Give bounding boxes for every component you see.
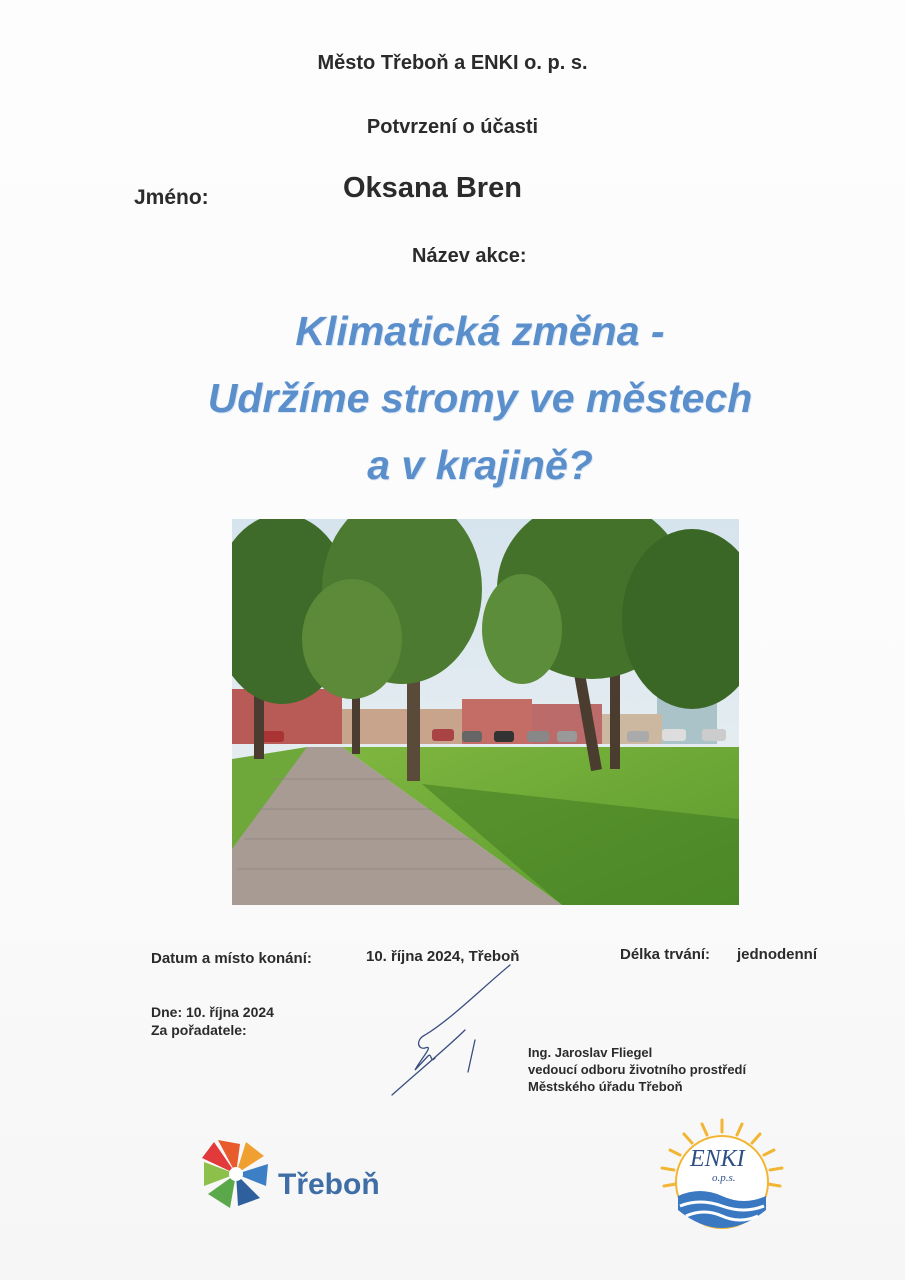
duration-label: Délka trvání:	[620, 946, 711, 963]
park-photo-image	[232, 519, 739, 905]
certificate-title: Potvrzení o účasti	[366, 116, 539, 138]
date-place-value: 10. října 2024, Třeboň	[366, 948, 520, 965]
event-title	[100, 298, 860, 499]
issued-date: Dne: 10. října 2024	[151, 1004, 274, 1020]
date-place-label: Datum a místo konání:	[151, 950, 312, 967]
participant-name: Oksana Bren	[343, 172, 522, 204]
signatory-position: vedoucí odboru životního prostředí	[528, 1062, 747, 1077]
name-label: Jméno:	[134, 186, 209, 209]
organizer-label: Za pořadatele:	[151, 1022, 247, 1038]
enki-logo	[652, 1110, 792, 1230]
enki-logo-subtext: o.p.s.	[712, 1172, 736, 1184]
event-title-line-3: a v krajině?	[367, 442, 593, 488]
event-title-line-2: Udržíme stromy ve městech	[207, 375, 753, 421]
handwritten-signature	[380, 960, 520, 1100]
event-title-line-1: Klimatická změna -	[295, 308, 665, 354]
trebon-logo-text: Třeboň	[278, 1168, 380, 1201]
organizers-heading: Město Třeboň a ENKI o. p. s.	[317, 52, 588, 74]
duration-value: jednodenní	[737, 946, 817, 963]
signatory-office: Městského úřadu Třeboň	[528, 1079, 683, 1094]
trebon-flower-icon	[200, 1138, 272, 1210]
enki-logo-text: ENKI	[690, 1146, 745, 1172]
event-label: Název akce:	[412, 245, 527, 267]
signatory-name: Ing. Jaroslav Fliegel	[528, 1045, 653, 1060]
park-photo	[232, 519, 739, 905]
trebon-logo	[200, 1138, 410, 1213]
